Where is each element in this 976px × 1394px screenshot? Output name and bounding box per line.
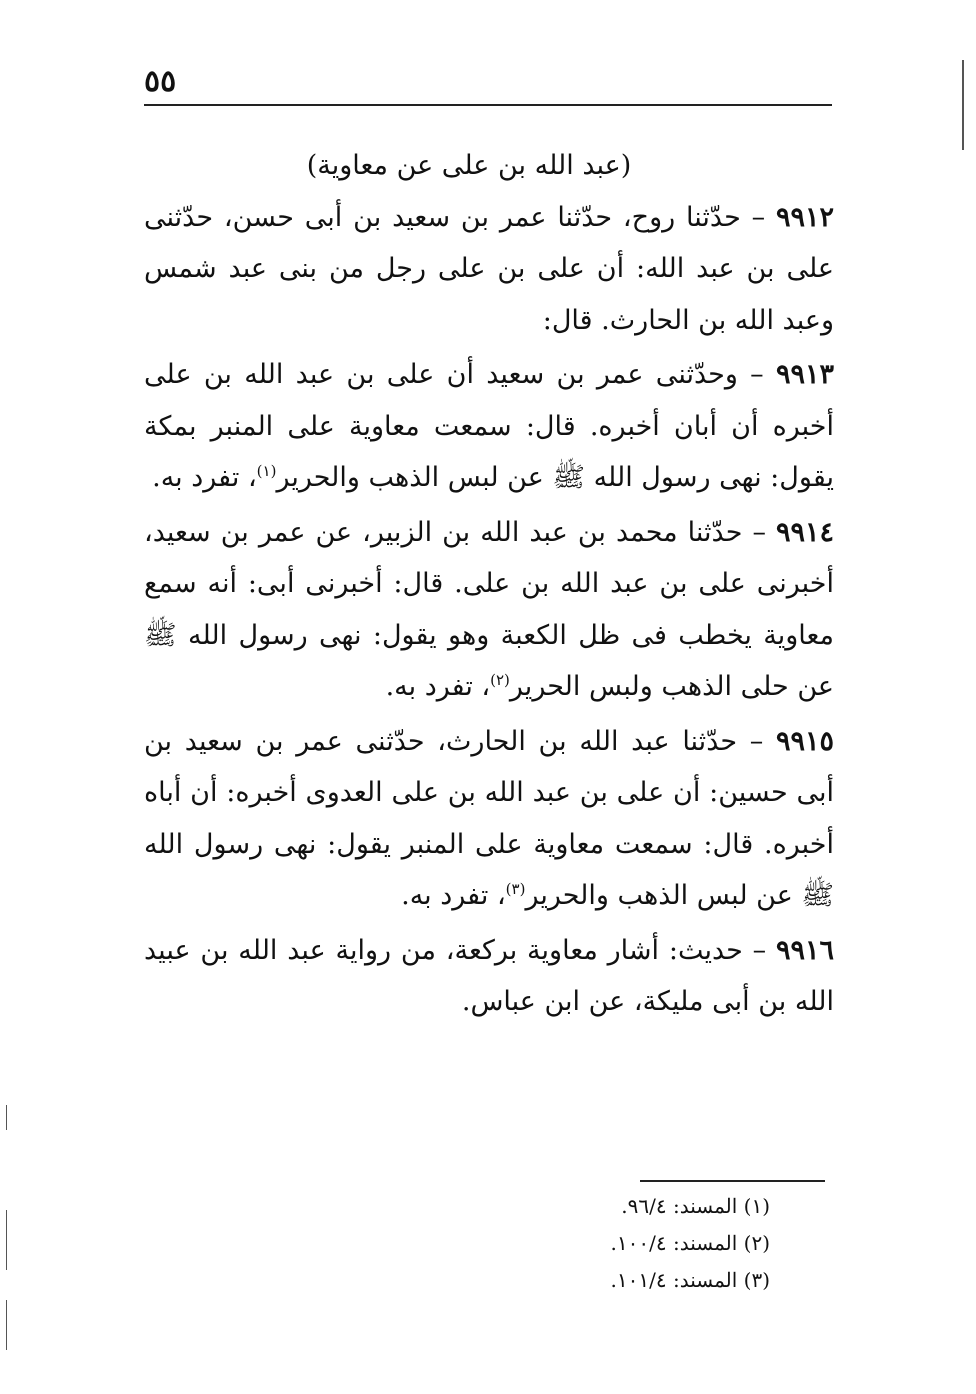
hadith-text: – حدّثنا روح، حدّثنا عمر بن سعيد بن أبى حسن، حدّثنى على بن عبد الله: أن على بن على رجل من بنى عبد شمس وعبد الله بن الحارث. قال: — [144, 201, 834, 336]
hadith-text: – حدّثنا محمد بن عبد الله بن الزبير، عن عمر بن سعيد، أخبرنى على بن عبد الله بن على. قال: أخبرنى أبى: أنه سمع معاوية يخطب فى ظل الكعبة وهو يقول: نهى رسول الله ﷺ عن حلى الذهب ولبس الحرير — [144, 516, 834, 702]
hadith-number: ٩٩١٥ — [775, 725, 834, 757]
hadith-paragraph — [144, 507, 834, 713]
main-text — [144, 140, 834, 1031]
hadith-number: ٩٩١٦ — [775, 934, 834, 966]
hadith-text: – حدّثنا عبد الله بن الحارث، حدّثنى عمر بن سعيد بن أبى حسين: أن على بن عبد الله بن على العدوى أخبره: أن أباه أخبره. قال: سمعت معاوية على المنبر يقول: نهى رسول الله ﷺ عن لبس الذهب والحرير — [144, 725, 834, 911]
footnote-ref: (٣) — [505, 880, 526, 898]
scan-edge-mark — [6, 1105, 7, 1130]
hadith-text: – حديث: أشار معاوية بركعة، من رواية عبد الله بن عبيد الله بن أبى مليكة، عن ابن عباس. — [144, 934, 834, 1017]
hadith-number: ٩٩١٢ — [775, 201, 834, 233]
scan-edge-mark — [6, 1300, 7, 1350]
scan-edge-mark — [962, 60, 964, 150]
hadith-number: ٩٩١٣ — [775, 359, 834, 390]
section-title: (عبد الله بن على عن معاوية) — [306, 150, 632, 181]
hadith-paragraph — [144, 192, 834, 347]
hadith-number: ٩٩١٤ — [775, 516, 834, 548]
scan-edge-mark — [6, 1210, 7, 1270]
header-rule — [144, 104, 832, 106]
hadith-paragraph — [144, 925, 834, 1028]
page-number: ٥٥ — [144, 64, 177, 99]
footnote-ref: (١) — [256, 462, 277, 480]
hadith-paragraph — [144, 716, 834, 922]
footnotes — [520, 1188, 770, 1299]
hadith-text-after: ، تفرد به. — [152, 462, 257, 493]
footnote-ref: (٢) — [490, 671, 510, 689]
footnote-rule — [640, 1180, 825, 1182]
footnote: (٣) المسند: ١٠١/٤. — [610, 1268, 770, 1292]
footnote: (١) المسند: ٩٦/٤. — [621, 1194, 770, 1218]
footnote: (٢) المسند: ١٠٠/٤. — [610, 1231, 770, 1255]
hadith-text-after: ، تفرد به. — [385, 671, 491, 702]
hadith-text-after: ، تفرد به. — [401, 880, 506, 911]
hadith-text: – وحدّثنى عمر بن سعيد أن على بن عبد الله بن على أخبره أن أبان أخبره. قال: سمعت معاوية على المنبر بمكة يقول: نهى رسول الله ﷺ عن لبس الذهب والحرير — [144, 359, 834, 493]
hadith-paragraph — [144, 349, 834, 504]
